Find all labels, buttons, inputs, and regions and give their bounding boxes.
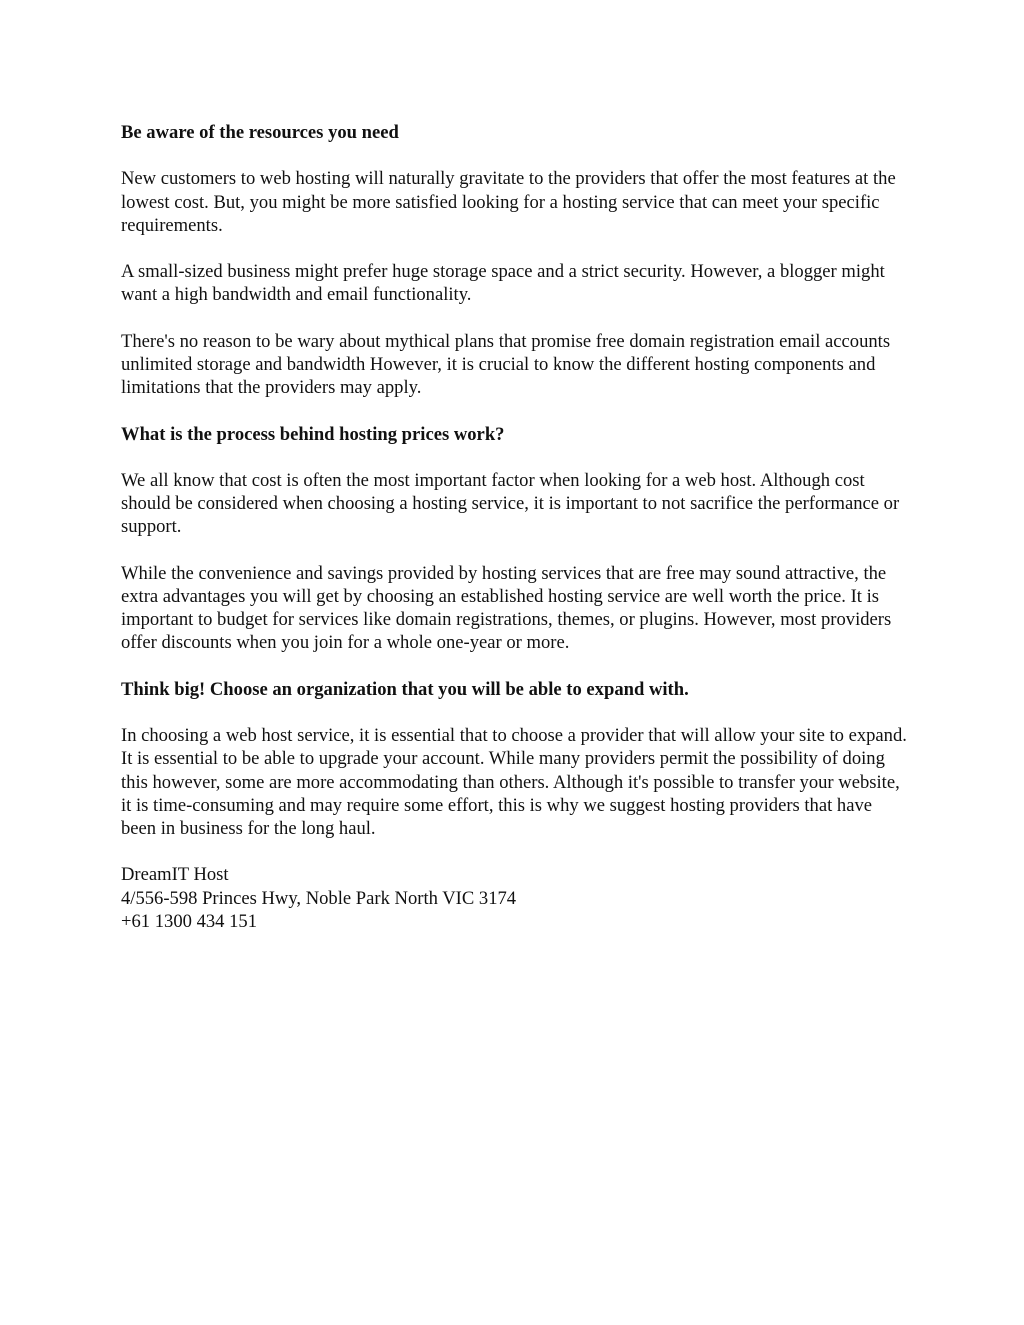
section-heading: What is the process behind hosting prices work? xyxy=(121,423,505,445)
paragraph: We all know that cost is often the most important factor when looking for a web host. Although cost should be considered when choosing a hosting service, it is important to not sacrifice the performance or support. xyxy=(121,469,900,538)
paragraph: New customers to web hosting will naturally gravitate to the providers that offer the most features at the lowest cost. But, you might be more satisfied looking for a hosting service that can meet your specific requirements. xyxy=(121,168,896,236)
section-pricing xyxy=(121,423,911,655)
paragraph: While the convenience and savings provided by hosting services that are free may sound attractive, the extra advantages you will get by choosing an established hosting service are well worth the price. It is important to budget for services like domain registrations, themes, or plugins. However, most providers offer discounts when you join for a whole one-year or more. xyxy=(121,562,892,654)
company-name: DreamIT Host xyxy=(121,864,229,886)
company-address: 4/556-598 Princes Hwy, Noble Park North VIC 3174 xyxy=(121,887,517,909)
section-expand xyxy=(121,678,911,840)
company-phone: +61 1300 434 151 xyxy=(121,910,257,932)
section-heading: Think big! Choose an organization that you will be able to expand with. xyxy=(121,678,689,700)
document-page xyxy=(121,121,911,933)
section-resources xyxy=(121,121,911,399)
paragraph: A small-sized business might prefer huge storage space and a strict security. However, a blogger might want a high bandwidth and email functionality. xyxy=(121,261,885,306)
paragraph: In choosing a web host service, it is essential that to choose a provider that will allow your site to expand. It is essential to be able to upgrade your account. While many providers permit the possibility of doing this however, some are more accommodating than others. Although it's possible to transfer your website, it is time-consuming and may require some effort, this is why we suggest hosting providers that have been in business for the long haul. xyxy=(121,725,907,839)
contact-block xyxy=(121,863,911,933)
paragraph: There's no reason to be wary about mythical plans that promise free domain registration email accounts unlimited storage and bandwidth However, it is crucial to know the different hosting components and limitations that the providers may apply. xyxy=(121,330,891,399)
section-heading: Be aware of the resources you need xyxy=(121,122,399,143)
